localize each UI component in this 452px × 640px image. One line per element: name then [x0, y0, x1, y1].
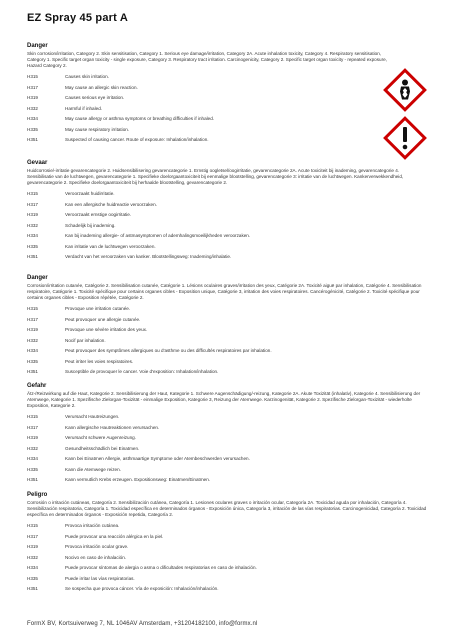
h-text: Se sospecha que provoca cáncer. Vía de exposición: Inhalación/inhalación.	[65, 586, 219, 591]
h-text: Puede provocar una reacción alérgica en la piel.	[65, 533, 164, 539]
h-code: H351	[27, 254, 38, 259]
h-text: Kan irritatie van de luchtwegen veroorzaken.	[65, 243, 156, 249]
h-text: Veroorzaakt ernstige oogirritatie.	[65, 212, 132, 217]
h-text: Nocif par inhalation.	[65, 337, 106, 343]
hazard-statement	[27, 137, 427, 148]
hazard-statement	[27, 254, 427, 265]
hazard-statement	[27, 586, 427, 597]
h-text: Kan bij inademing allergie- of astmasymptomen of ademhalingsmoeilijkheden veroorzaken.	[65, 233, 251, 238]
h-code: H317	[27, 316, 38, 322]
h-text: Provoque une sévère irritation des yeux.	[65, 327, 148, 332]
h-text: Gesundheitsschädlich bei Einatmen.	[65, 445, 140, 451]
h-text: Veroorzaakt huidirritatie.	[65, 191, 115, 196]
hazard-statement	[27, 435, 427, 446]
h-code: H334	[27, 456, 38, 461]
h-code: H332	[27, 337, 38, 343]
h-code: H335	[27, 466, 38, 472]
h-code: H351	[27, 369, 38, 374]
h-text: Causes serious eye irritation.	[65, 95, 125, 100]
h-code: H351	[27, 586, 38, 591]
hazard-statement	[27, 85, 427, 96]
document-title: EZ Spray 45 part A	[27, 12, 129, 24]
h-code: H315	[27, 191, 38, 196]
h-code: H332	[27, 554, 38, 560]
hazard-statement	[27, 233, 427, 244]
h-code: H334	[27, 116, 38, 121]
section-heading: Danger	[27, 43, 48, 49]
hazard-statement	[27, 534, 427, 545]
h-code: H335	[27, 126, 38, 132]
hazard-classification: Skin corrosion/irritation, Category 2. Skin sensitisation, Category 1. Serious eye damage/irritation, Category 2A. Acute inhalation toxicity, Category 4. Respiratory sensitisation, Category 1. Specific target organ toxicity - single exposure, Category 3. Respiratory tract irritation. Carcinogenicity, Category 2. Specific target organ toxicity - repeated exposure, Hazard Category 2.	[27, 51, 387, 68]
hazard-statement	[27, 317, 427, 328]
h-code: H315	[27, 523, 38, 528]
hazard-statement	[27, 446, 427, 457]
h-text: May cause allergy or asthma symptoms or breathing difficulties if inhaled.	[65, 116, 215, 121]
h-text: Peut provoquer des symptômes allergiques ou d'asthme ou des difficultés respiratoires par inhalation.	[65, 348, 272, 353]
h-text: Susceptible de provoquer le cancer. Voie d'exposition: Inhalation/inhalation.	[65, 369, 219, 374]
h-text: Puede irritar las vías respiratorias.	[65, 575, 135, 581]
h-text: Provoca irritación ocular grave.	[65, 544, 129, 549]
hazard-statement	[27, 74, 427, 85]
h-code: H351	[27, 137, 38, 142]
h-code: H315	[27, 306, 38, 311]
hazard-statement	[27, 477, 427, 488]
h-code: H319	[27, 435, 38, 440]
section-heading: Danger	[27, 275, 48, 281]
hazard-statement	[27, 191, 427, 202]
h-text: Kann die Atemwege reizen.	[65, 466, 121, 472]
h-text: Kan een allergische huidreactie veroorzaken.	[65, 201, 157, 207]
section-heading: Gevaar	[27, 160, 48, 166]
h-code: H317	[27, 424, 38, 430]
h-text: Peut provoquer une allergie cutanée.	[65, 316, 141, 322]
section-de	[27, 383, 427, 488]
h-code: H317	[27, 201, 38, 207]
hazard-statement	[27, 338, 427, 349]
hazard-statement	[27, 116, 427, 127]
h-code: H351	[27, 477, 38, 482]
hazard-statement	[27, 414, 427, 425]
h-text: Causes skin irritation.	[65, 74, 109, 79]
hazard-statement	[27, 456, 427, 467]
h-code: H334	[27, 565, 38, 570]
hazard-statement	[27, 202, 427, 213]
h-code: H319	[27, 327, 38, 332]
h-code: H317	[27, 533, 38, 539]
h-code: H332	[27, 222, 38, 228]
h-text: Peut irriter les voies respiratoires.	[65, 358, 134, 364]
h-code: H315	[27, 74, 38, 79]
h-text: Kann allergische Hautreaktionen verursachen.	[65, 424, 160, 430]
h-text: Schadelijk bij inademing.	[65, 222, 116, 228]
h-code: H319	[27, 212, 38, 217]
h-text: May cause respiratory irritation.	[65, 126, 130, 132]
section-es	[27, 492, 427, 597]
company-footer: FormX BV, Kortsuiverweg 7, NL 1046AV Amsterdam, +31204182100, info@formx.nl	[27, 621, 258, 627]
h-code: H334	[27, 233, 38, 238]
hazard-statement	[27, 544, 427, 555]
h-text: Puede provocar síntomas de alergia o asma o dificultades respiratorias en caso de inhalación.	[65, 565, 257, 570]
hazard-statement	[27, 106, 427, 117]
h-text: Harmful if inhaled.	[65, 105, 103, 111]
h-code: H315	[27, 414, 38, 419]
section-heading: Gefahr	[27, 383, 47, 389]
section-nl	[27, 160, 427, 265]
section-fr	[27, 275, 427, 380]
h-code: H332	[27, 105, 38, 111]
hazard-statement	[27, 223, 427, 234]
hazard-statement	[27, 425, 427, 436]
h-text: May cause an allergic skin reaction.	[65, 84, 138, 90]
h-text: Nocivo en caso de inhalación.	[65, 554, 127, 560]
hazard-statement	[27, 127, 427, 138]
h-code: H319	[27, 544, 38, 549]
h-text: Verdacht van het veroorzaken van kanker. Blootstellingsweg: Inademing/inhalatie.	[65, 254, 232, 259]
h-code: H335	[27, 243, 38, 249]
hazard-statement	[27, 359, 427, 370]
h-code: H335	[27, 575, 38, 581]
hazard-statement	[27, 212, 427, 223]
h-code: H335	[27, 358, 38, 364]
hazard-classification: Ätz-/Reizwirkung auf die Haut, Kategorie 2. Sensibilisierung der Haut, Kategorie 1. Schwere Augenschädigung/-reizung, Kategorie 2A. Akute Toxizität (inhalativ), Kategorie 4. Sensibilisierung der Atemwege, Kategorie 1. Spezifische Zielorgan-Toxizität - einmalige Exposition, Kategorie 3, Reizung der Atemwege. Karzinogenität, Kategorie 2. Spezifische Zielorgan-Toxizität - wiederholte Exposition, Kategorie 2.	[27, 391, 421, 408]
hazard-statement	[27, 327, 427, 338]
section-heading: Peligro	[27, 492, 48, 498]
h-text: Verursacht schwere Augenreizung.	[65, 435, 136, 440]
hazard-classification: Corrosión o irritación cutáneas, Categoría 2. Sensibilización cutánea, Categoría 1. Lesiones oculares graves o irritación ocular, Categoría 2A. Toxicidad aguda por inhalación, Categoría 4. Sensibilización respiratoria, Categoría 1. Toxicidad específica en determinados órganos - Exposición única, Categoría 3, irritación de las vías respiratorias. Carcinogenicidad, Categoría 2. Toxicidad específica en determinados órganos - Exposición repetida, Categoría 2.	[27, 500, 427, 517]
hazard-statement	[27, 565, 427, 576]
h-code: H332	[27, 445, 38, 451]
hazard-statement	[27, 555, 427, 566]
section-en	[27, 43, 427, 148]
hazard-statement	[27, 306, 427, 317]
h-text: Provoque une irritation cutanée.	[65, 306, 131, 311]
hazard-statement	[27, 348, 427, 359]
h-text: Provoca irritación cutánea.	[65, 523, 120, 528]
h-text: Kann vermutlich Krebs erzeugen. Expositionsweg: Einatmen/Einatmen.	[65, 477, 211, 482]
h-text: Suspected of causing cancer. Route of exposure: Inhalation/inhalation.	[65, 137, 209, 142]
hazard-statement	[27, 244, 427, 255]
h-text: Kann bei Einatmen Allergie, asthmaartige Symptome oder Atembeschwerden verursachen.	[65, 456, 250, 461]
h-code: H334	[27, 348, 38, 353]
hazard-statement	[27, 523, 427, 534]
hazard-statement	[27, 467, 427, 478]
hazard-statement	[27, 576, 427, 587]
hazard-statement	[27, 369, 427, 380]
hazard-classification: Huidcorrosie/-irritatie gevarencategorie 2. Huidsensibilisering gevarencategorie 1. Ernstig oogletsel/oogirritatie, gevarencategorie 2A. Acute toxiciteit bij inademing, gevarencategorie 4. Sensibilisatie van de luchtwegen, gevarencategorie 1. Specifieke doelorgaantoxiciteit bij eenmalige blootstelling, gevarencategorie 3: irritatie van de luchtwegen. Kankerverwekkendheid, gevarencategorie 2. Specifieke doelorgaantoxiciteit bij herhaalde blootstelling, gevarencategorie 2.	[27, 168, 404, 185]
h-code: H317	[27, 84, 38, 90]
hazard-classification: Corrosion/irritation cutanée, Catégorie 2. Sensibilisation cutanée, Catégorie 1. Lésions oculaires graves/irritation des yeux, Catégorie 2A. Toxicité aiguë par inhalation, Catégorie 4. Sensibilisation respiratoire, Catégorie 1. Toxicité spécifique pour certains organes cibles - Exposition unique, Catégorie 3, irritation des voies respiratoires. Cancérogénicité, Catégorie 2. Toxicité spécifique pour certains organes cibles - Exposition répétée, Catégorie 2.	[27, 283, 422, 300]
h-code: H319	[27, 95, 38, 100]
h-text: Verursacht Hautreizungen.	[65, 414, 120, 419]
hazard-statement	[27, 95, 427, 106]
